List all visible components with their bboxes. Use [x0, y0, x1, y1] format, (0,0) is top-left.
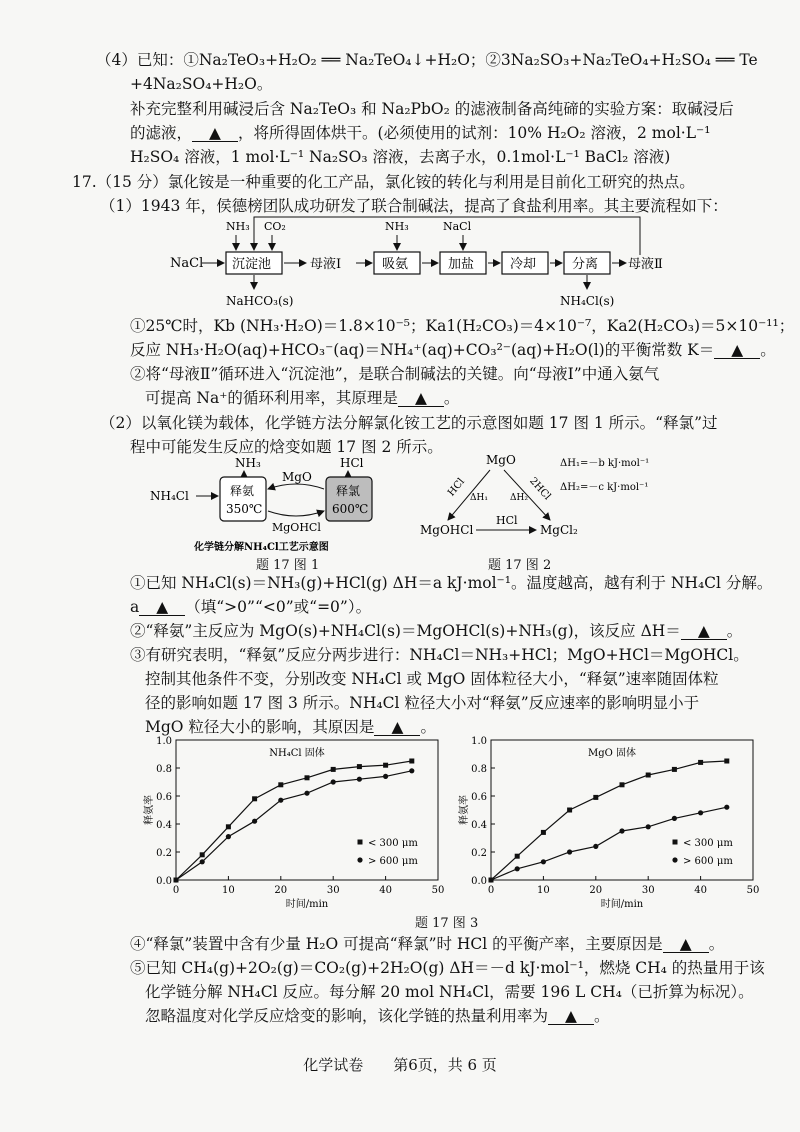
answer-blank[interactable]: ▲ — [192, 125, 238, 142]
text-segment: 忽略温度对化学反应焓变的影响，该化学链的热量利用率为 — [145, 1007, 549, 1025]
y-tick-label: 0.2 — [156, 848, 172, 859]
y-tick-label: 0.0 — [471, 876, 487, 887]
x-tick-label: 30 — [641, 885, 655, 896]
data-point-circle — [252, 819, 257, 824]
fig1-box1-a: 释氨 — [230, 484, 255, 498]
data-point-square — [698, 760, 703, 765]
q17-2-s4: 控制其他条件不变，分别改变 NH₄Cl 或 MgO 固体粒径大小，“释氨”速率随固体粒 — [145, 670, 719, 688]
data-point-square — [515, 854, 520, 859]
y-tick-label: 1.0 — [156, 736, 172, 747]
flow-nh3-a: NH₃ — [226, 220, 250, 233]
fig2-dh2: ΔH₂ — [510, 493, 528, 503]
flow-co2: CO₂ — [264, 220, 286, 233]
q17-stem: 17.（15 分）氯化铵是一种重要的化工产品，氯化铵的转化与利用是目前化工研究的热点。 — [72, 173, 695, 191]
q16-4-line5: H₂SO₄ 溶液，1 mol·L⁻¹ Na₂SO₃ 溶液，去离子水，0.1mol·L⁻¹ BaCl₂ 溶液) — [130, 148, 671, 166]
q17-2-s1b — [130, 597, 371, 617]
data-point-circle — [173, 877, 178, 882]
data-point-square — [541, 830, 546, 835]
y-tick-label: 0.6 — [471, 792, 487, 803]
flow-mother-liquor-1: 母液Ⅰ — [310, 257, 342, 272]
answer-blank[interactable]: ▲ — [681, 623, 727, 640]
text-segment: ，将所得固体烘干。(必须使用的试剂：10% H₂O₂ 溶液，2 mol·L⁻¹ — [238, 124, 711, 142]
legend-label: < 300 μm — [683, 838, 733, 849]
text-segment: ②“释氨”主反应为 MgO(s)+NH₄Cl(s)＝MgOHCl(s)+NH₃(g)，该反应 ΔH＝ — [130, 622, 681, 640]
fig1-nh4cl: NH₄Cl — [150, 489, 189, 503]
data-point-circle — [357, 777, 362, 782]
q16-4-line2: +4Na₂SO₄+H₂O。 — [130, 75, 273, 93]
x-tick-label: 10 — [537, 885, 550, 896]
fig2-mgohcl: MgOHCl — [420, 523, 474, 537]
fig2-dh1: ΔH₁ — [470, 493, 488, 503]
text-segment: 。 — [708, 935, 725, 953]
fig1-nh3: NH₃ — [235, 456, 261, 470]
text-segment: （填“>0”“<0”或“=0”）。 — [185, 598, 372, 616]
text-segment: ④“释氯”装置中含有少量 H₂O 可提高“释氯”时 HCl 的平衡产率，主要原因是 — [130, 935, 663, 953]
text-segment: 的滤液， — [130, 124, 193, 142]
figure-17-2 — [420, 450, 690, 546]
y-tick-label: 0.8 — [471, 764, 487, 775]
answer-blank[interactable]: ▲ — [663, 936, 709, 953]
y-tick-label: 0.6 — [156, 792, 172, 803]
flow-box2: 吸氨 — [382, 257, 409, 272]
flow-box5: 分离 — [572, 257, 599, 272]
fig2-mgo: MgO — [486, 453, 516, 467]
fig1-hcl: HCl — [340, 456, 364, 470]
data-point-square — [409, 759, 414, 764]
fig3-caption: 题 17 图 3 — [415, 916, 479, 931]
y-tick-label: 1.0 — [471, 736, 487, 747]
y-axis-label: 释氨率 — [144, 795, 155, 825]
q17-2-stem-b: 程中可能发生反应的焓变如题 17 图 2 所示。 — [130, 438, 443, 456]
q17-2-s7 — [130, 934, 724, 954]
x-tick-label: 30 — [326, 885, 340, 896]
fig2-hcl-left: HCl — [446, 476, 468, 499]
data-point-circle — [646, 824, 651, 829]
x-axis-label: 时间/min — [600, 899, 644, 910]
data-point-circle — [488, 877, 493, 882]
q17-1-line2 — [130, 340, 776, 360]
fig1-caption: 题 17 图 1 — [256, 558, 320, 573]
legend-marker-circle — [357, 857, 362, 862]
answer-blank[interactable]: ▲ — [548, 1008, 594, 1025]
x-tick-label: 40 — [379, 885, 392, 896]
text-segment: a — [130, 598, 140, 616]
x-tick-label: 20 — [589, 885, 603, 896]
data-point-circle — [515, 866, 520, 871]
q16-4-line4 — [130, 123, 710, 143]
data-point-circle — [672, 816, 677, 821]
y-tick-label: 0.2 — [471, 848, 487, 859]
text-segment: 反应 NH₃·H₂O(aq)+HCO₃⁻(aq)＝NH₄⁺(aq)+CO₃²⁻(aq)+H₂O(l)的平衡常数 K＝ — [130, 341, 715, 359]
fig2-eq1: ΔH₁=－b kJ·mol⁻¹ — [560, 458, 650, 469]
x-tick-label: 0 — [172, 885, 180, 896]
data-point-square — [357, 764, 362, 769]
q17-2-s5: 径的影响如题 17 图 3 所示。NH₄Cl 粒径大小对“释氨”反应速率的影响明显小于 — [145, 694, 700, 712]
answer-blank[interactable]: ▲ — [374, 719, 420, 736]
data-point-circle — [304, 791, 309, 796]
q17-2-s3: ③有研究表明，“释氨”反应分两步进行：NH₄Cl＝NH₃+HCl；MgO+HCl＝MgOHCl。 — [130, 646, 749, 664]
data-point-square — [305, 775, 310, 780]
data-point-square — [593, 795, 598, 800]
data-point-square — [620, 782, 625, 787]
flow-nacl-2: NaCl — [443, 220, 472, 233]
x-tick-label: 10 — [222, 885, 235, 896]
q17-2-s9: 化学链分解 NH₄Cl 反应。每分解 20 mol NH₄Cl，需要 196 L CH₄（已折算为标况）。 — [145, 983, 754, 1001]
legend-label: < 300 μm — [368, 838, 418, 849]
flow-nh3-b: NH₃ — [385, 220, 409, 233]
data-point-square — [226, 824, 231, 829]
answer-blank[interactable]: ▲ — [714, 342, 760, 359]
data-point-square — [724, 759, 729, 764]
x-tick-label: 50 — [431, 885, 445, 896]
text-segment: 可提高 Na⁺的循环利用率，其原理是 — [145, 389, 398, 407]
chart-title: MgO 固体 — [587, 748, 637, 759]
q17-1-stem: （1）1943 年，侯德榜团队成功研发了联合制碱法，提高了食盐利用率。其主要流程如下： — [100, 197, 728, 215]
figure-17-1 — [150, 455, 410, 555]
data-point-circle — [278, 798, 283, 803]
fig2-eq2: ΔH₂=－c kJ·mol⁻¹ — [560, 482, 649, 493]
data-point-square — [278, 782, 283, 787]
data-point-square — [646, 773, 651, 778]
x-tick-label: 40 — [694, 885, 707, 896]
y-tick-label: 0.4 — [471, 820, 487, 831]
flow-box1: 沉淀池 — [232, 257, 272, 272]
q17-1-line3: ②将“母液Ⅱ”循环进入“沉淀池”，是联合制碱法的关键。向“母液Ⅰ”中通入氨气 — [130, 365, 660, 383]
data-point-circle — [567, 849, 572, 854]
q17-2-s8: ⑤已知 CH₄(g)+2O₂(g)＝CO₂(g)+2H₂O(g) ΔH＝－d kJ·mol⁻¹，燃烧 CH₄ 的热量用于该 — [130, 959, 765, 977]
x-tick-label: 50 — [746, 885, 760, 896]
y-tick-label: 0.0 — [156, 876, 172, 887]
data-point-circle — [541, 859, 546, 864]
text-segment: 。 — [726, 622, 743, 640]
data-point-circle — [619, 828, 624, 833]
data-point-square — [672, 767, 677, 772]
flow-box3: 加盐 — [448, 257, 475, 272]
data-point-circle — [724, 805, 729, 810]
fig1-mgo: MgO — [282, 470, 312, 484]
data-point-circle — [409, 768, 414, 773]
data-point-square — [200, 852, 205, 857]
fig2-hcl-bottom: HCl — [496, 514, 518, 527]
answer-blank[interactable]: ▲ — [139, 599, 185, 616]
q17-2-s10 — [145, 1006, 610, 1026]
fig1-mgohcl: MgOHCl — [272, 521, 321, 534]
data-point-square — [567, 808, 572, 813]
fig2-mgcl2: MgCl₂ — [540, 523, 578, 537]
q17-1-line4 — [145, 388, 459, 408]
data-point-square — [331, 767, 336, 772]
chart-title: NH₄Cl 固体 — [269, 748, 325, 759]
fig2-hcl-right: 2HCl — [527, 475, 553, 503]
q16-4-line3: 补充完整利用碱浸后含 Na₂TeO₃ 和 Na₂PbO₂ 的滤液制备高纯碲的实验方案：取碱浸后 — [130, 100, 734, 118]
data-point-circle — [331, 779, 336, 784]
flow-nh4cl: NH₄Cl(s) — [560, 294, 615, 308]
text-segment: 。 — [594, 1007, 610, 1025]
data-point-circle — [200, 859, 205, 864]
flow-mother-liquor-2: 母液Ⅱ — [628, 257, 663, 272]
page-footer: 化学试卷 第6页，共 6 页 — [303, 1056, 497, 1074]
y-tick-label: 0.8 — [156, 764, 172, 775]
text-segment: 。 — [443, 389, 460, 407]
text-segment: 。 — [420, 718, 436, 736]
data-point-circle — [226, 834, 231, 839]
text-segment: 。 — [760, 341, 776, 359]
fig1-box2-a: 释氯 — [336, 484, 361, 498]
fig1-box2-b: 600℃ — [332, 502, 369, 516]
y-tick-label: 0.4 — [156, 820, 172, 831]
q17-1-line1: ①25℃时，Kb (NH₃·H₂O)＝1.8×10⁻⁵；Ka1(H₂CO₃)＝4×10⁻⁷，Ka2(H₂CO₃)＝5×10⁻¹¹； — [130, 317, 795, 335]
q16-4-line1: （4）已知：①Na₂TeO₃+H₂O₂ ══ Na₂TeO₄↓+H₂O；②3Na₂SO₃+Na₂TeO₄+H₂SO₄ ══ Te — [96, 51, 758, 69]
legend-marker-square — [358, 840, 363, 845]
text-segment: MgO 粒径大小的影响，其原因是 — [145, 718, 375, 736]
chart-nh4cl — [140, 732, 450, 912]
legend-marker-circle — [672, 857, 677, 862]
y-axis-label: 释氨率 — [459, 795, 470, 825]
legend-label: > 600 μm — [683, 856, 733, 867]
x-tick-label: 20 — [274, 885, 288, 896]
answer-blank[interactable]: ▲ — [398, 390, 444, 407]
data-point-square — [383, 763, 388, 768]
legend-label: > 600 μm — [368, 856, 418, 867]
flow-nahco3: NaHCO₃(s) — [226, 294, 294, 308]
flow-diagram — [160, 215, 700, 315]
data-point-circle — [383, 774, 388, 779]
flow-box4: 冷却 — [510, 257, 537, 272]
data-point-circle — [698, 810, 703, 815]
legend-marker-square — [673, 840, 678, 845]
fig1-box1-b: 350℃ — [226, 502, 263, 516]
q17-2-s2 — [130, 621, 742, 641]
flow-nacl: NaCl — [170, 256, 204, 271]
fig1-subtitle: 化学链分解NH₄Cl工艺示意图 — [194, 542, 329, 553]
data-point-circle — [593, 844, 598, 849]
chart-mgo — [455, 732, 765, 912]
q17-2-stem-a: （2）以氧化镁为载体，化学链方法分解氯化铵工艺的示意图如题 17 图 1 所示。“释氯”过 — [100, 414, 718, 432]
fig2-caption: 题 17 图 2 — [488, 558, 552, 573]
x-tick-label: 0 — [487, 885, 495, 896]
data-point-square — [252, 796, 257, 801]
x-axis-label: 时间/min — [285, 899, 329, 910]
q17-2-s1: ①已知 NH₄Cl(s)＝NH₃(g)+HCl(g) ΔH＝a kJ·mol⁻¹。温度越高，越有利于 NH₄Cl 分解。 — [130, 574, 773, 592]
